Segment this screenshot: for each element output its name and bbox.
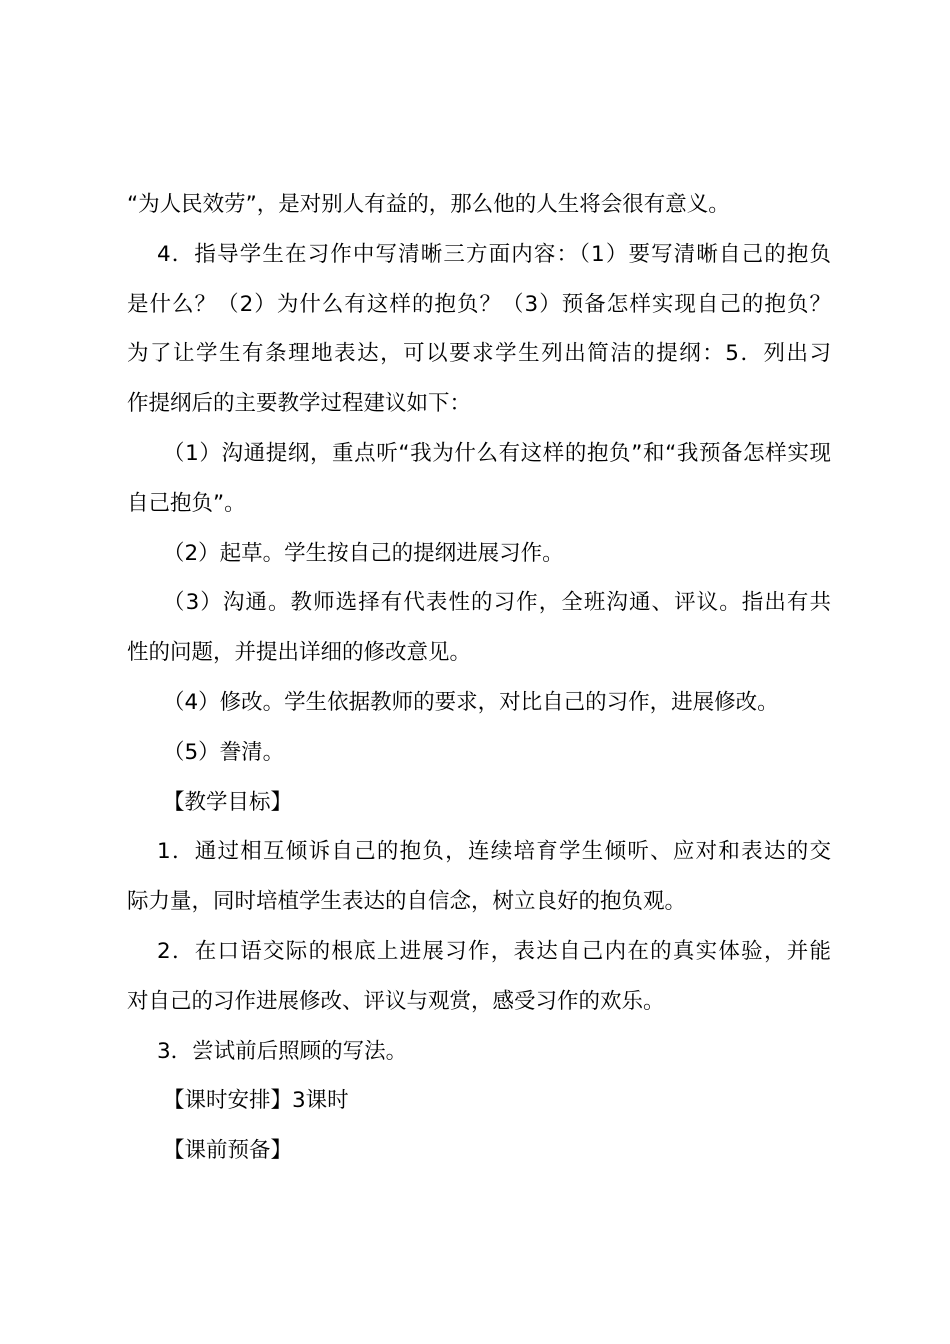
section-heading-preparation: 【课前预备】 [163, 1138, 293, 1164]
paragraph-line: 为了让学生有条理地表达，可以要求学生列出简洁的提纲：5．列出习 [127, 341, 831, 367]
paragraph-line: 对自己的习作进展修改、评议与观赏，感受习作的欢乐。 [127, 988, 665, 1014]
paragraph-line: 4．指导学生在习作中写清晰三方面内容：（1）要写清晰自己的抱负 [157, 241, 831, 267]
paragraph-line: 是什么？（2）为什么有这样的抱负？（3）预备怎样实现自己的抱负？ [127, 291, 831, 317]
paragraph-line: （1）沟通提纲，重点听“我为什么有这样的抱负”和“我预备怎样实现 [163, 440, 831, 466]
paragraph-line: 作提纲后的主要教学过程建议如下： [127, 391, 472, 417]
paragraph-line: （3）沟通。教师选择有代表性的习作，全班沟通、评议。指出有共 [163, 590, 831, 616]
section-heading-schedule: 【课时安排】3课时 [163, 1088, 349, 1114]
paragraph-line: “为人民效劳”，是对别人有益的，那么他的人生将会很有意义。 [127, 192, 730, 217]
paragraph-line: 自己抱负”。 [127, 490, 246, 516]
paragraph-line: 性的问题，并提出详细的修改意见。 [127, 640, 472, 666]
document-page [127, 180, 831, 1176]
paragraph-line: 3．尝试前后照顾的写法。 [157, 1038, 408, 1064]
section-heading-teaching-goals: 【教学目标】 [163, 789, 293, 815]
paragraph-line: 际力量，同时培植学生表达的自信念，树立良好的抱负观。 [127, 889, 687, 915]
paragraph-line: 2．在口语交际的根底上进展习作，表达自己内在的真实体验，并能 [157, 938, 831, 964]
paragraph-line: 1．通过相互倾诉自己的抱负，连续培育学生倾听、应对和表达的交 [157, 839, 831, 865]
paragraph-line: （2）起草。学生按自己的提纲进展习作。 [163, 540, 564, 566]
paragraph-line: （5）誊清。 [163, 739, 285, 765]
paragraph-line: （4）修改。学生依据教师的要求，对比自己的习作，进展修改。 [163, 689, 779, 715]
